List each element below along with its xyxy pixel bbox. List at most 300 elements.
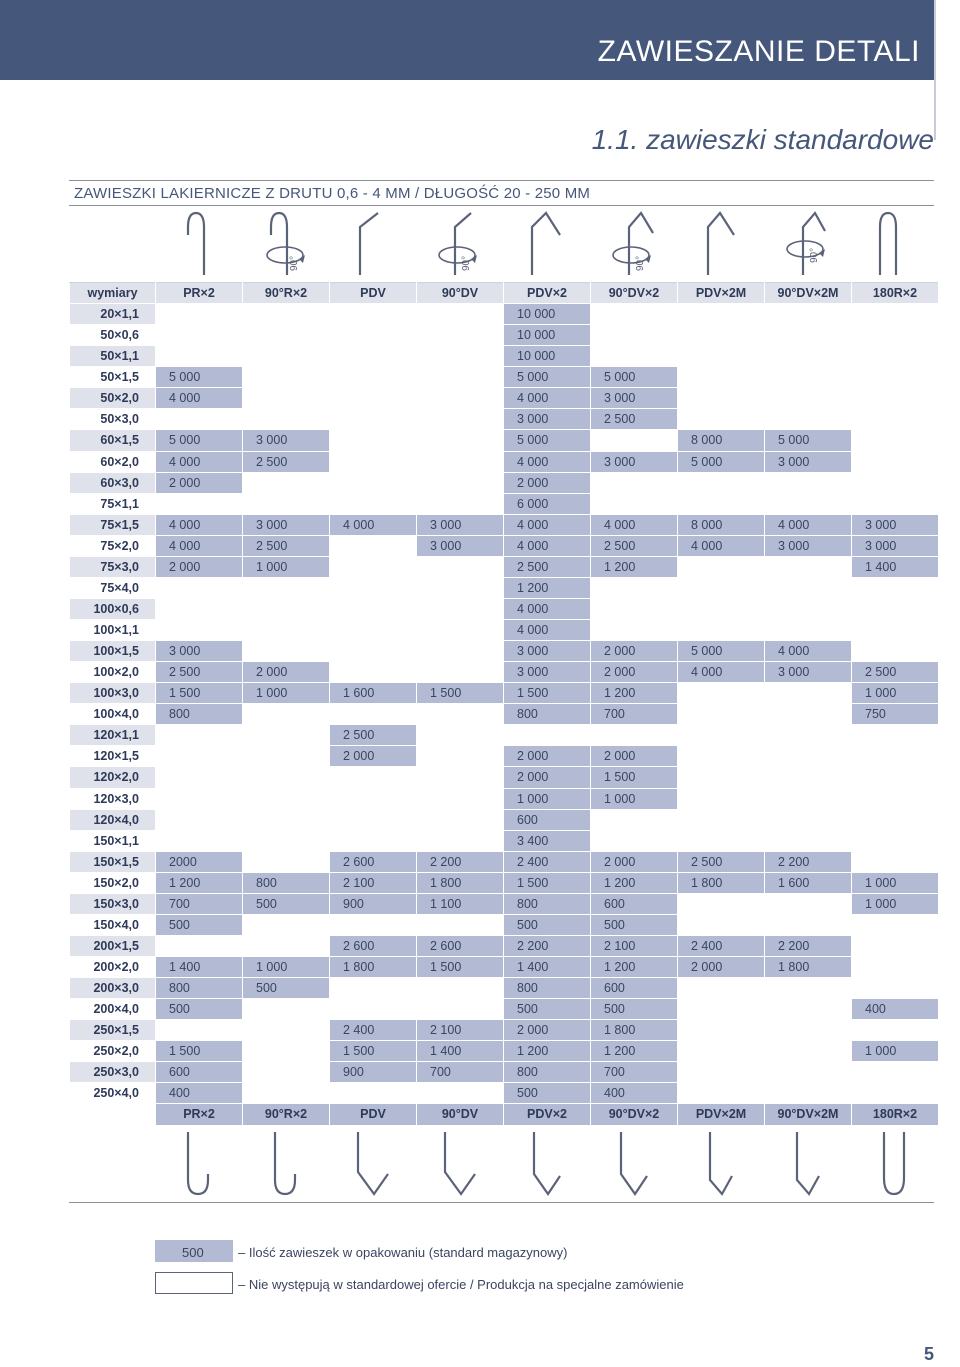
table-row	[70, 999, 939, 1020]
table-cell	[330, 304, 417, 325]
column-footer: 90°DV×2M	[765, 1104, 852, 1125]
table-cell: 1 800	[678, 872, 765, 893]
table-cell	[852, 957, 939, 978]
table-cell: 3 000	[765, 535, 852, 556]
column-footer: PR×2	[156, 1104, 243, 1125]
table-cell: 800	[504, 978, 591, 999]
hook-90dv-bottom-icon	[415, 1128, 502, 1202]
table-cell: 8 000	[678, 430, 765, 451]
row-label: 250×4,0	[70, 1083, 156, 1104]
table-cell: 3 000	[852, 514, 939, 535]
table-row	[70, 556, 939, 577]
row-label: 75×1,5	[70, 514, 156, 535]
table-cell: 1 000	[852, 1041, 939, 1062]
rule-bottom	[69, 1202, 934, 1203]
table-cell: 1 000	[504, 788, 591, 809]
table-cell	[678, 556, 765, 577]
table-cell	[678, 472, 765, 493]
table-cell	[852, 788, 939, 809]
table-cell: 3 000	[243, 514, 330, 535]
table-cell: 3 000	[504, 662, 591, 683]
table-cell: 1 200	[591, 957, 678, 978]
table-row	[70, 935, 939, 956]
table-cell: 500	[156, 914, 243, 935]
table-cell	[243, 704, 330, 725]
table-cell: 2 500	[243, 535, 330, 556]
table-cell: 2 000	[591, 641, 678, 662]
rotation-label: 90°	[461, 255, 472, 271]
table-cell	[156, 809, 243, 830]
table-cell	[417, 472, 504, 493]
table-cell: 2 000	[504, 767, 591, 788]
table-cell: 2 200	[417, 851, 504, 872]
table-cell: 1 200	[591, 872, 678, 893]
row-label: 200×4,0	[70, 999, 156, 1020]
table-cell	[417, 409, 504, 430]
table-cell: 2 000	[591, 662, 678, 683]
table-cell: 1 500	[417, 957, 504, 978]
table-cell: 400	[852, 999, 939, 1020]
table-cell	[678, 767, 765, 788]
table-cell	[243, 388, 330, 409]
table-cell	[852, 620, 939, 641]
table-cell	[330, 346, 417, 367]
table-cell: 4 000	[504, 388, 591, 409]
hook-pdv-icon	[328, 205, 415, 279]
table-body	[70, 304, 939, 1104]
table-cell: 1 400	[417, 1041, 504, 1062]
table-cell	[417, 914, 504, 935]
table-cell: 1 600	[765, 872, 852, 893]
column-header: 90°DV×2	[591, 283, 678, 304]
table-cell	[417, 788, 504, 809]
table-cell: 600	[591, 893, 678, 914]
table-cell	[765, 788, 852, 809]
table-cell	[243, 746, 330, 767]
table-cell: 2 500	[243, 451, 330, 472]
table-cell	[765, 683, 852, 704]
table-cell: 2 500	[852, 662, 939, 683]
row-label: 100×2,0	[70, 662, 156, 683]
table-cell	[765, 577, 852, 598]
table-cell: 4 000	[156, 535, 243, 556]
row-label: 50×0,6	[70, 325, 156, 346]
rotation-label: 90°	[289, 255, 300, 271]
table-cell	[678, 304, 765, 325]
table-cell: 500	[591, 914, 678, 935]
table-cell	[852, 430, 939, 451]
table-cell: 1 500	[504, 872, 591, 893]
table-row	[70, 598, 939, 619]
table-cell: 1 000	[852, 683, 939, 704]
table-cell	[417, 346, 504, 367]
table-cell	[765, 725, 852, 746]
table-cell	[852, 577, 939, 598]
table-cell	[330, 451, 417, 472]
table-cell: 1 800	[417, 872, 504, 893]
table-cell: 1 500	[504, 683, 591, 704]
row-label: 100×4,0	[70, 704, 156, 725]
table-cell	[330, 472, 417, 493]
table-cell: 500	[243, 978, 330, 999]
row-label: 50×1,1	[70, 346, 156, 367]
table-cell: 2 500	[156, 662, 243, 683]
table-cell: 5 000	[678, 451, 765, 472]
table-row	[70, 620, 939, 641]
column-header: PR×2	[156, 283, 243, 304]
table-cell	[330, 388, 417, 409]
table-cell	[591, 725, 678, 746]
row-label: 120×3,0	[70, 788, 156, 809]
table-cell	[678, 914, 765, 935]
table-cell: 1 200	[591, 556, 678, 577]
table-cell	[156, 788, 243, 809]
table-cell	[417, 830, 504, 851]
table-cell: 6 000	[504, 493, 591, 514]
table-cell: 2 000	[504, 1020, 591, 1041]
table-cell	[852, 641, 939, 662]
table-cell	[678, 746, 765, 767]
table-cell	[156, 830, 243, 851]
table-cell: 750	[852, 704, 939, 725]
table-cell: 2 600	[330, 935, 417, 956]
table-cell	[243, 809, 330, 830]
table-cell: 4 000	[156, 514, 243, 535]
table-cell: 1 200	[504, 1041, 591, 1062]
table-cell	[678, 620, 765, 641]
table-cell	[852, 304, 939, 325]
table-cell	[417, 746, 504, 767]
table-cell	[852, 472, 939, 493]
table-row	[70, 662, 939, 683]
hook-90dv2-icon	[589, 205, 676, 279]
hook-90r2-icon	[241, 205, 328, 279]
table-header-row	[70, 283, 939, 304]
table-cell	[852, 493, 939, 514]
table-cell	[765, 1062, 852, 1083]
table-row	[70, 577, 939, 598]
table-cell: 10 000	[504, 346, 591, 367]
table-cell	[243, 325, 330, 346]
table-cell: 1 400	[156, 957, 243, 978]
table-cell	[504, 725, 591, 746]
section-title: 1.1. zawieszki standardowe	[591, 124, 934, 155]
table-cell	[330, 430, 417, 451]
row-label: 20×1,1	[70, 304, 156, 325]
hook-180r2-icon	[850, 205, 937, 279]
table-cell: 4 000	[330, 514, 417, 535]
table-cell: 2 200	[504, 935, 591, 956]
table-cell: 1 400	[504, 957, 591, 978]
table-cell	[330, 641, 417, 662]
column-header: 90°R×2	[243, 283, 330, 304]
table-row	[70, 851, 939, 872]
table-cell	[243, 304, 330, 325]
table-cell	[765, 1041, 852, 1062]
table-cell: 500	[504, 1083, 591, 1104]
table-cell	[678, 325, 765, 346]
row-label: 50×3,0	[70, 409, 156, 430]
table-cell	[852, 830, 939, 851]
table-cell	[417, 999, 504, 1020]
table-cell	[852, 914, 939, 935]
table-cell	[156, 346, 243, 367]
table-cell	[765, 325, 852, 346]
table-cell	[243, 493, 330, 514]
legend-swatch-unavailable	[155, 1272, 233, 1294]
hook-pdv2-icon	[502, 205, 589, 279]
table-cell: 3 400	[504, 830, 591, 851]
row-label: 250×2,0	[70, 1041, 156, 1062]
table-row	[70, 725, 939, 746]
table-cell: 2 600	[417, 935, 504, 956]
legend-unavailable-text: – Nie występują w standardowej ofercie / Produkcja na specjalne zamówienie	[238, 1277, 684, 1292]
table-cell: 1 000	[591, 788, 678, 809]
table-cell	[765, 914, 852, 935]
table-row	[70, 957, 939, 978]
table-cell: 2 500	[330, 725, 417, 746]
table-cell	[156, 304, 243, 325]
table-cell	[417, 388, 504, 409]
table-cell: 2000	[156, 851, 243, 872]
table-cell	[765, 1083, 852, 1104]
table-cell	[330, 662, 417, 683]
table-cell: 5 000	[504, 430, 591, 451]
table-cell	[765, 999, 852, 1020]
table-cell	[417, 325, 504, 346]
table-cell	[243, 767, 330, 788]
table-cell	[417, 662, 504, 683]
page-number: 5	[923, 1344, 934, 1364]
table-cell	[417, 1083, 504, 1104]
table-cell: 1 000	[243, 957, 330, 978]
table-row	[70, 683, 939, 704]
row-label: 120×4,0	[70, 809, 156, 830]
column-header: PDV×2	[504, 283, 591, 304]
table-cell	[765, 767, 852, 788]
header-banner	[0, 0, 934, 80]
table-cell: 3 000	[243, 430, 330, 451]
table-cell: 800	[156, 704, 243, 725]
table-cell: 1 200	[591, 683, 678, 704]
table-cell: 3 000	[417, 514, 504, 535]
table-cell: 1 800	[765, 957, 852, 978]
table-row	[70, 1020, 939, 1041]
table-cell	[330, 767, 417, 788]
table-cell: 5 000	[156, 430, 243, 451]
table-cell	[591, 830, 678, 851]
corner-label: wymiary	[70, 283, 156, 304]
table-row	[70, 346, 939, 367]
table-row	[70, 704, 939, 725]
table-cell: 4 000	[156, 451, 243, 472]
table-row	[70, 304, 939, 325]
table-cell	[852, 767, 939, 788]
table-cell: 2 500	[591, 535, 678, 556]
rotation-label: 90°	[809, 247, 820, 263]
table-cell	[243, 598, 330, 619]
table-cell: 1 500	[417, 683, 504, 704]
table-cell	[678, 493, 765, 514]
table-cell	[765, 346, 852, 367]
table-cell	[765, 493, 852, 514]
table-row	[70, 1083, 939, 1104]
table-cell	[765, 367, 852, 388]
table-cell	[330, 830, 417, 851]
table-cell: 800	[504, 893, 591, 914]
table-cell	[852, 1062, 939, 1083]
table-cell	[678, 1020, 765, 1041]
table-cell	[678, 788, 765, 809]
row-label: 200×3,0	[70, 978, 156, 999]
table-cell	[417, 704, 504, 725]
table-cell	[243, 830, 330, 851]
hook-pr2-bottom-icon	[154, 1128, 241, 1202]
table-cell	[417, 577, 504, 598]
hook-pdv2m-bottom-icon	[676, 1128, 763, 1202]
table-cell: 4 000	[678, 662, 765, 683]
hook-pr2-icon	[154, 205, 241, 279]
table-cell: 800	[156, 978, 243, 999]
row-label: 150×1,1	[70, 830, 156, 851]
table-cell	[678, 893, 765, 914]
table-cell	[678, 809, 765, 830]
table-row	[70, 746, 939, 767]
table-cell	[765, 556, 852, 577]
table-cell: 4 000	[504, 535, 591, 556]
table-cell	[852, 451, 939, 472]
table-cell: 400	[591, 1083, 678, 1104]
table-cell: 2 100	[591, 935, 678, 956]
row-label: 50×1,5	[70, 367, 156, 388]
column-header: 90°DV×2M	[765, 283, 852, 304]
hook-pdv2m-icon	[676, 205, 763, 279]
column-footer: PDV×2	[504, 1104, 591, 1125]
table-cell: 5 000	[504, 367, 591, 388]
table-cell: 1 000	[243, 683, 330, 704]
table-cell: 1 200	[156, 872, 243, 893]
table-row	[70, 641, 939, 662]
table-row	[70, 430, 939, 451]
table-cell	[678, 978, 765, 999]
table-cell: 1 000	[852, 872, 939, 893]
table-cell	[852, 346, 939, 367]
table-cell: 700	[417, 1062, 504, 1083]
table-cell	[591, 430, 678, 451]
table-row	[70, 767, 939, 788]
table-row	[70, 830, 939, 851]
table-cell	[852, 325, 939, 346]
table-cell: 600	[156, 1062, 243, 1083]
hook-pdv-bottom-icon	[328, 1128, 415, 1202]
table-cell: 500	[591, 999, 678, 1020]
table-cell	[417, 620, 504, 641]
table-cell	[417, 725, 504, 746]
row-label: 120×2,0	[70, 767, 156, 788]
table-cell	[417, 367, 504, 388]
row-label: 250×1,5	[70, 1020, 156, 1041]
legend-sample-value: 500	[182, 1245, 204, 1260]
table-cell	[156, 1020, 243, 1041]
table-cell	[243, 1041, 330, 1062]
table-cell: 2 000	[330, 746, 417, 767]
table-cell	[591, 346, 678, 367]
column-footer: 180R×2	[852, 1104, 939, 1125]
table-cell: 5 000	[591, 367, 678, 388]
table-cell	[678, 704, 765, 725]
table-cell: 3 000	[852, 535, 939, 556]
table-cell: 2 100	[330, 872, 417, 893]
table-cell	[852, 935, 939, 956]
table-cell	[765, 620, 852, 641]
table-cell	[678, 346, 765, 367]
table-cell	[678, 598, 765, 619]
hook-pdv2-bottom-icon	[502, 1128, 589, 1202]
table-cell	[678, 367, 765, 388]
table-cell	[678, 388, 765, 409]
table-cell	[852, 978, 939, 999]
table-cell	[156, 409, 243, 430]
table-cell	[852, 1083, 939, 1104]
table-cell	[852, 746, 939, 767]
table-cell	[330, 704, 417, 725]
hook-90dv2m-bottom-icon	[763, 1128, 850, 1202]
table-cell	[765, 388, 852, 409]
table-cell: 4 000	[591, 514, 678, 535]
table-cell: 10 000	[504, 325, 591, 346]
table-cell	[330, 493, 417, 514]
page-title: ZAWIESZANIE DETALI	[597, 35, 920, 68]
table-cell: 2 200	[765, 935, 852, 956]
table-cell	[417, 430, 504, 451]
table-cell	[243, 725, 330, 746]
table-row	[70, 493, 939, 514]
table-row	[70, 872, 939, 893]
table-cell: 5 000	[156, 367, 243, 388]
table-cell	[330, 978, 417, 999]
table-cell	[417, 641, 504, 662]
table-cell	[156, 620, 243, 641]
table-cell	[330, 409, 417, 430]
table-row	[70, 472, 939, 493]
table-cell: 800	[243, 872, 330, 893]
table-cell	[678, 409, 765, 430]
row-label: 50×2,0	[70, 388, 156, 409]
table-cell	[591, 620, 678, 641]
table-cell: 2 000	[243, 662, 330, 683]
row-label: 75×2,0	[70, 535, 156, 556]
table-row	[70, 1041, 939, 1062]
row-label: 100×3,0	[70, 683, 156, 704]
table-cell	[156, 598, 243, 619]
table-cell: 1 200	[504, 577, 591, 598]
table-cell: 4 000	[765, 641, 852, 662]
row-label: 75×3,0	[70, 556, 156, 577]
table-cell	[156, 746, 243, 767]
table-cell	[591, 493, 678, 514]
table-cell: 1 100	[417, 893, 504, 914]
table-cell: 500	[243, 893, 330, 914]
table-cell	[243, 641, 330, 662]
hook-180r2-bottom-icon	[850, 1128, 937, 1202]
table-cell: 5 000	[678, 641, 765, 662]
table-cell	[765, 598, 852, 619]
row-label: 100×0,6	[70, 598, 156, 619]
table-cell	[330, 577, 417, 598]
table-cell: 1 200	[591, 1041, 678, 1062]
table-cell	[330, 914, 417, 935]
rule-top	[69, 180, 934, 181]
